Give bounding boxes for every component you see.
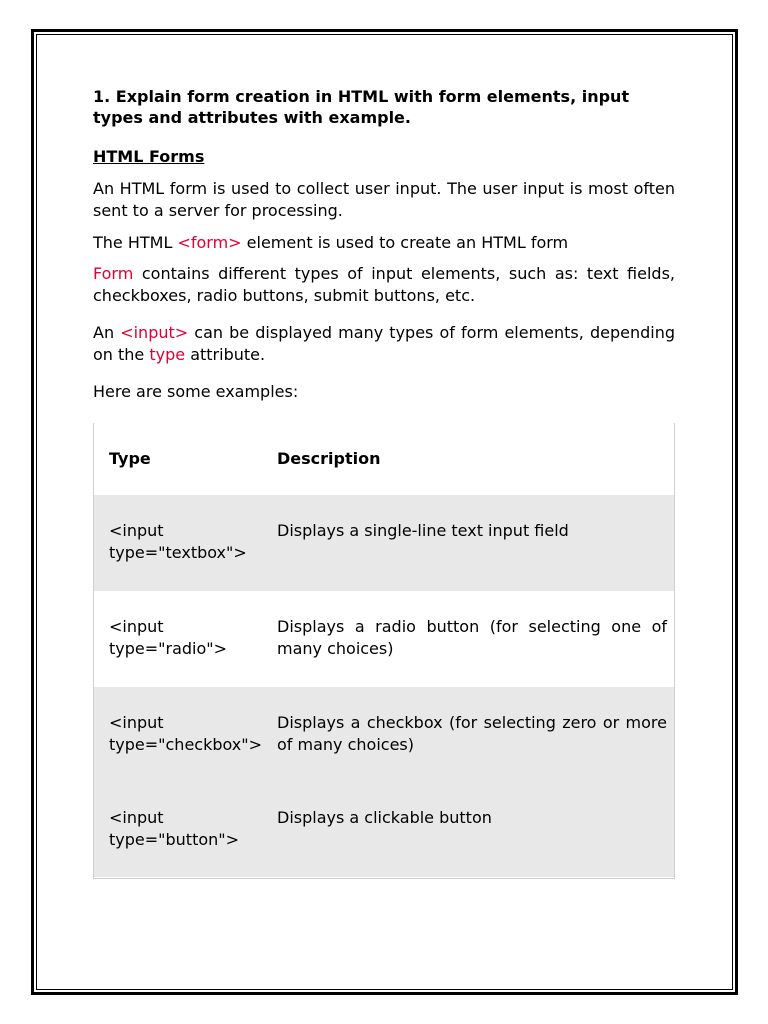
table-row (94, 687, 674, 877)
type-cell: <input type="button"> (109, 808, 240, 849)
form-contains-paragraph: Form contains different types of input elements, such as: text fields, checkboxes, radio buttons, submit buttons, etc. (93, 264, 675, 305)
description-cell: Displays a radio button (for selecting one of many choices) (277, 617, 667, 658)
description-cell: Displays a single-line text input field (277, 521, 569, 540)
form-element-paragraph: The HTML <form> element is used to create an HTML form (93, 233, 569, 252)
type-cell: <input type="textbox"> (109, 521, 247, 562)
type-cell: <input type="radio"> (109, 617, 228, 658)
table-row (94, 591, 674, 687)
section-title: HTML Forms (93, 147, 205, 166)
form-word-highlight: Form (93, 264, 134, 283)
description-cell: Displays a clickable button (277, 808, 492, 827)
document-body (93, 86, 675, 403)
input-paragraph: An <input> can be displayed many types of form elements, depending on the type attribute. (93, 323, 675, 364)
input-tag-highlight: <input> (120, 323, 189, 342)
header-type: Type (109, 449, 151, 468)
header-description: Description (277, 449, 381, 468)
input-types-table (93, 423, 675, 879)
type-attr-highlight: type (149, 345, 186, 364)
form-tag-highlight: <form> (177, 233, 242, 252)
table-header-row (94, 423, 674, 495)
examples-intro: Here are some examples: (93, 382, 299, 401)
type-cell: <input type="checkbox"> (109, 713, 263, 754)
table-row (94, 495, 674, 591)
description-cell: Displays a checkbox (for selecting zero or more of many choices) (277, 713, 667, 754)
intro-paragraph: An HTML form is used to collect user input. The user input is most often sent to a server for processing. (93, 179, 675, 220)
question-heading: 1. Explain form creation in HTML with form elements, input types and attributes with example. (93, 87, 630, 127)
